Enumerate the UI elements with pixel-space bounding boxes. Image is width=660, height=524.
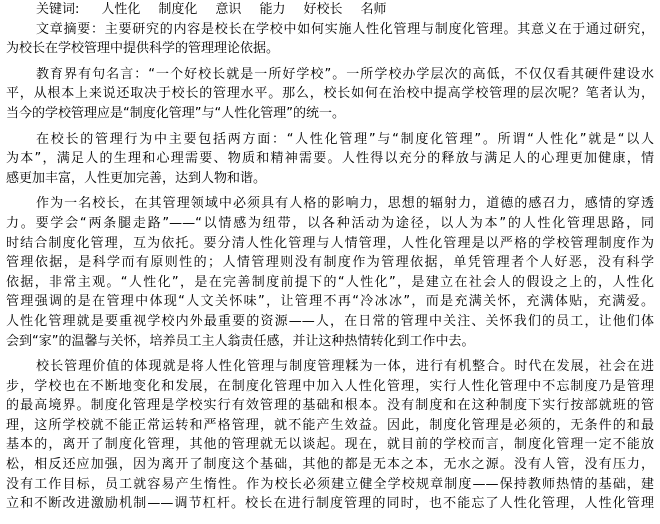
text-line: 为本”，满足人的生理和心理需要、物质和精神需要。人性得以充分的释放与满足人的心理更加健康，情 [6,151,654,167]
document-body [6,0,654,514]
abstract-paragraph [6,20,654,59]
text-line: 理，这所学校就不能正常运转和严格管理，就不能产生效益。因此，制度化管理是必须的，无条件的和最 [6,417,654,433]
text-line: 的最高境界。制度化管理是学校实行有效管理的基础和根本。没有制度和在这种制度下实行按部就班的管 [6,398,654,414]
keyword: 人性化 [101,2,141,17]
text-line: 会到“家”的温馨与关怀，培养员工主人翁责任感，并让这种热情转化到工作中去。 [6,333,475,349]
text-line: 当今的学校管理应是“制度化管理”与“人性化管理”的统一。 [6,105,345,121]
text-line: 立和不断改进激励机制——调节杠杆。校长在进行制度管理的同时，也不能忘了人性化管理，人性化管理 [6,496,654,512]
text-line: 在校长的管理行为中主要包括两方面：“人性化管理”与“制度化管理”。所谓“人性化”就是“以人 [36,131,654,147]
text-line: 管理强调的是在管理中体现“人文关怀味”，让管理不再“冷冰冰”，而是充满关怀，充满体贴，充满爱。 [6,294,654,310]
text-line: 步，学校也在不断地变化和发展，在制度化管理中加入人性化管理，实行人性化管理中不忘制度乃是管理 [6,378,654,394]
keyword: 制度化 [158,2,198,17]
text-line: 人性化管理就是要重视学校内外最重要的资源——人，在日常的管理中关注、关怀我们的员工，让他们体 [6,313,654,329]
body-paragraph [6,65,654,124]
text-line: 作为一名校长，在其管理领域中必须具有人格的影响力，思想的辐射力，道德的感召力，感情的穿透 [36,196,654,212]
text-line: 松，相反还应加强，因为离开了制度这个基础，其他的都是无本之本，无水之源。没有人管，没有压力， [6,457,654,473]
body-paragraph [6,130,654,189]
text-line: 校长管理价值的体现就是将人性化管理与制度管理糅为一体，进行有机整合。时代在发展，社会在进 [36,359,654,375]
keyword: 意识 [215,2,242,17]
text-line: 为校长在学校管理中提供科学的管理理论依据。 [6,41,280,57]
keywords-line [6,0,654,20]
text-line: 没有工作目标，员工就容易产生惰性。作为校长必须建立健全学校规章制度——保持教师热情的基础，建 [6,476,654,492]
keywords-label: 关键词: [36,2,80,17]
body-paragraph [6,357,654,514]
text-line: 文章摘要：主要研究的内容是校长在学校中如何实施人性化管理与制度化管理。其意义在于通过研究， [36,21,654,37]
text-line: 基本的，离开了制度化管理，其他的管理就无以谈起。现在，就目前的学校而言，制度化管理一定不能放 [6,437,654,453]
keyword: 好校长 [303,2,343,17]
keyword: 名师 [360,2,387,17]
text-line: 力。要学会“两条腿走路”——“以情感为纽带，以各种活动为途径，以人为本”的人性化管理思路，同 [6,215,654,231]
text-line: 感更加丰富，人性更加完善，达到人物和谐。 [6,170,267,186]
body-paragraph [6,194,654,351]
text-line: 教育界有句名言：“一个好校长就是一所好学校”。一所学校办学层次的高低，不仅仅看其硬件建设水 [36,66,654,82]
text-line: 依据，非常主观。“人性化”，是在完善制度前提下的“人性化”，是建立在社会人的假设之上的，人性化 [6,274,654,290]
keyword: 能力 [259,2,286,17]
text-line: 平，从根本上来说还取决于校长的管理水平。那么，校长如何在治校中提高学校管理的层次呢？笔者认为， [6,86,654,102]
text-line: 管理依据，是科学而有原则性的；人情管理则没有制度作为管理依据，单凭管理者个人好恶，没有科学 [6,255,654,271]
text-line: 时结合制度化管理，互为依托。要分清人性化管理与人情管理，人性化管理是以严格的学校管理制度作为 [6,235,654,251]
